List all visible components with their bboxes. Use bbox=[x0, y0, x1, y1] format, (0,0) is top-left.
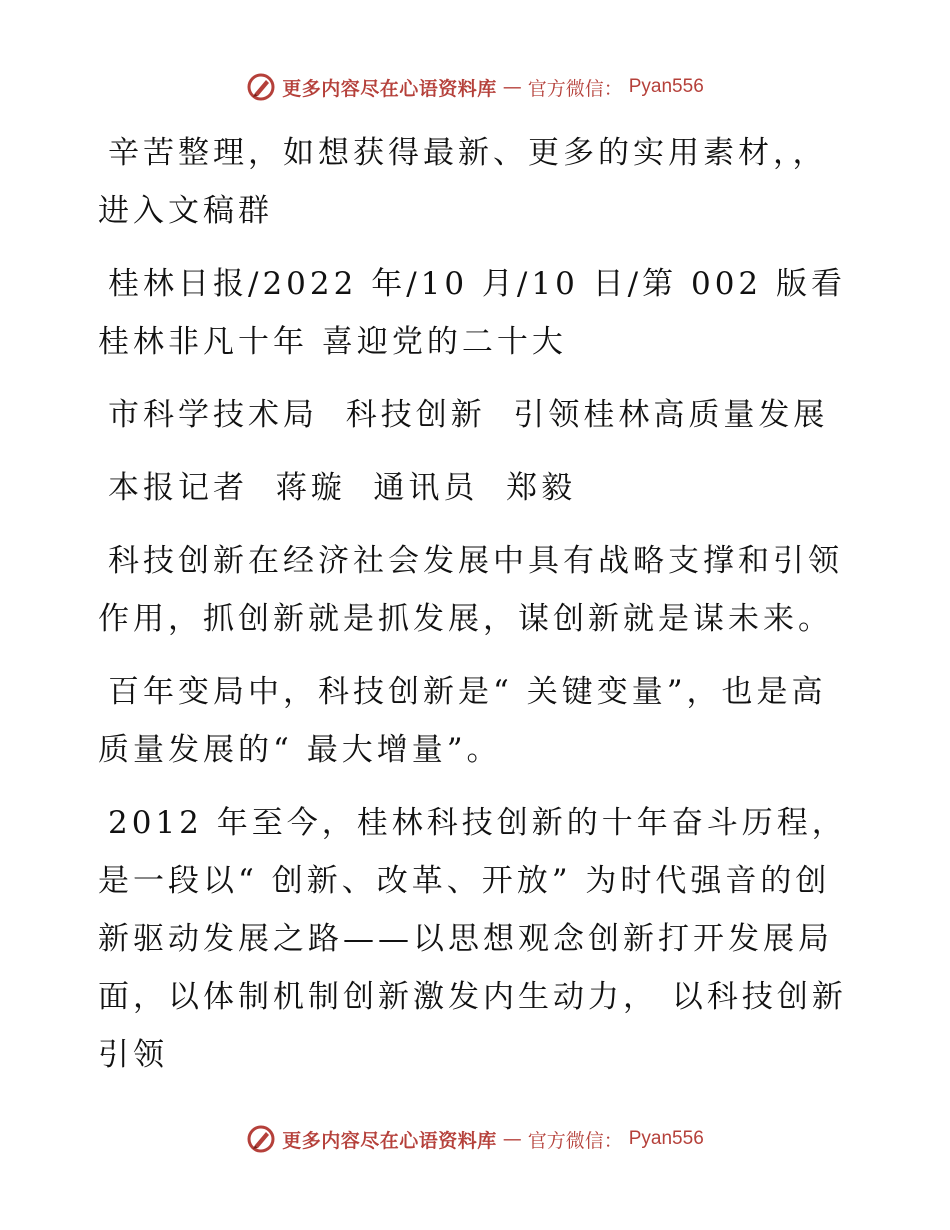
banner-wechat-label: 官方微信： bbox=[527, 77, 623, 100]
footer-banner bbox=[0, 1124, 950, 1154]
banner-site-text: 更多内容尽在心语资料库 bbox=[282, 1129, 497, 1152]
banner-wechat-account: Pyan556 bbox=[628, 1128, 704, 1149]
banner-dash: — bbox=[502, 76, 522, 98]
banner-site-text: 更多内容尽在心语资料库 bbox=[282, 77, 497, 100]
banner-wechat-account: Pyan556 bbox=[628, 76, 704, 97]
header-banner bbox=[0, 72, 950, 102]
banner-dash: — bbox=[502, 1128, 522, 1150]
article-title: 市科学技术局 科技创新 引领桂林高质量发展 bbox=[108, 397, 829, 433]
byline: 本报记者 蒋璇 通讯员 郑毅 bbox=[108, 470, 577, 506]
pen-logo-icon bbox=[246, 1124, 276, 1154]
intro-paragraph: 辛苦整理，如想获得最新、更多的实用素材，，进入文稿群 bbox=[98, 135, 828, 229]
source-line: 桂林日报/2022 年/10 月/10 日/第 002 版看桂林非凡十年 喜迎党的二十大 bbox=[98, 266, 847, 360]
banner-wechat-label: 官方微信： bbox=[527, 1129, 623, 1152]
pen-logo-icon bbox=[246, 72, 276, 102]
body-paragraph: 科技创新在经济社会发展中具有战略支撑和引领作用，抓创新就是抓发展，谋创新就是谋未来。 bbox=[98, 543, 843, 637]
document-body bbox=[98, 124, 858, 1099]
body-paragraph: 2012 年至今，桂林科技创新的十年奋斗历程，是一段以“ 创新、改革、开放” 为时代强音的创新驱动发展之路——以思想观念创新打开发展局面，以体制机制创新激发内生动力， 以科技创新引领 bbox=[98, 805, 847, 1073]
body-paragraph: 百年变局中，科技创新是“ 关键变量”，也是高质量发展的“ 最大增量”。 bbox=[98, 674, 827, 768]
